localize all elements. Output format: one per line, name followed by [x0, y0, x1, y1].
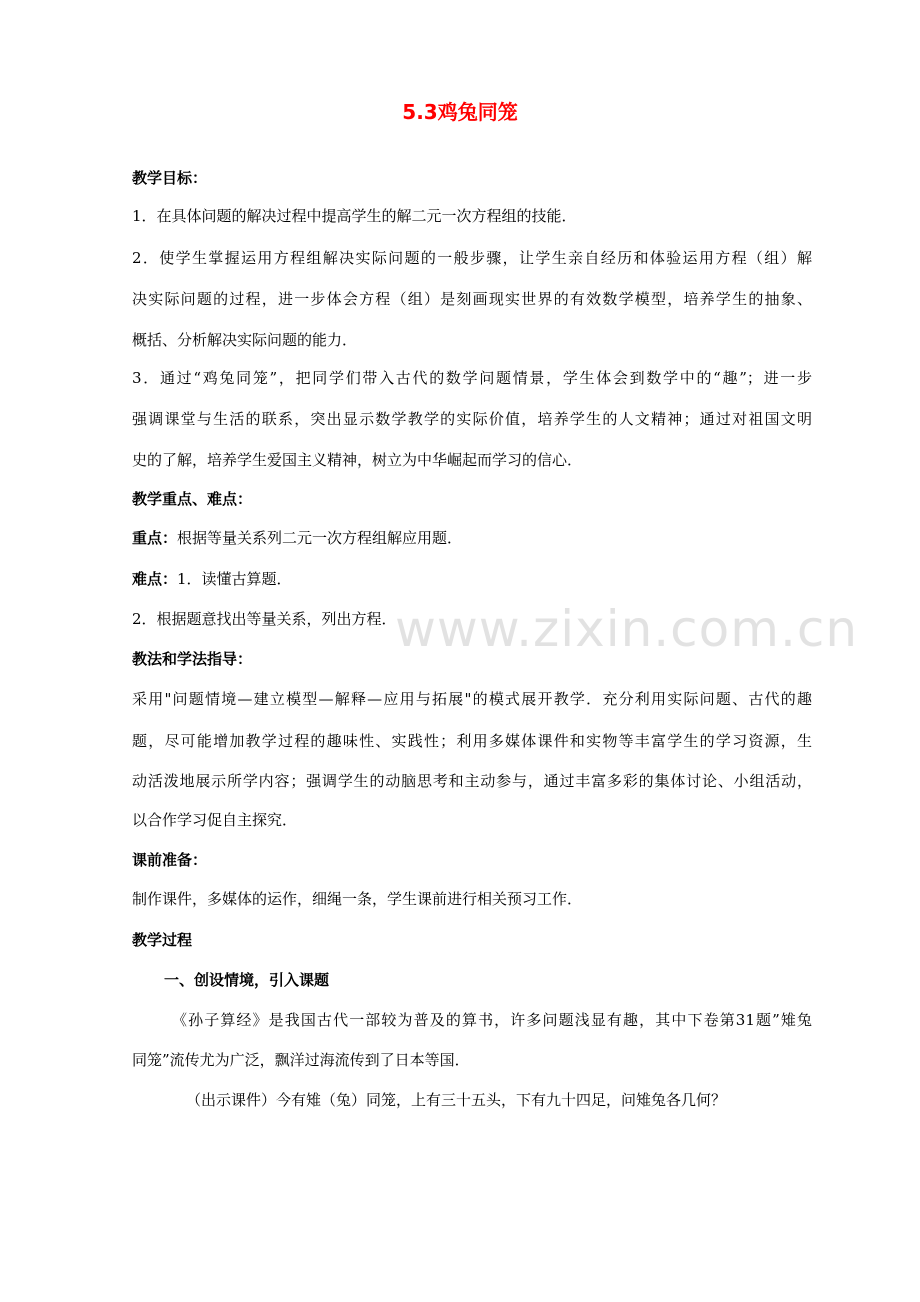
- methods-heading: 教法和学法指导：: [132, 650, 253, 668]
- goals-item-3-line-2: 强调课堂与生活的联系，突出显示数学教学的实际价值，培养学生的人文精神；通过对祖国文明: [132, 410, 812, 428]
- prep-text: 制作课件，多媒体的运作，细绳一条，学生课前进行相关预习工作．: [132, 890, 583, 908]
- difficulty-item-2: 2．根据题意找出等量关系，列出方程．: [132, 610, 397, 628]
- goals-item-3-line-3: 史的了解，培养学生爱国主义精神，树立为中华崛起而学习的信心．: [132, 451, 583, 469]
- goals-item-2-line-1: 2．使学生掌握运用方程组解决实际问题的一般步骤，让学生亲自经历和体验运用方程（组）解: [132, 249, 812, 267]
- difficulty-line: [132, 569, 812, 589]
- goals-item-1: 1．在具体问题的解决过程中提高学生的解二元一次方程组的技能．: [132, 207, 577, 225]
- goals-item-3-line-1: 3．通过“鸡兔同笼”，把同学们带入古代的数学问题情景，学生体会到数学中的“趣”；进一步: [132, 369, 812, 387]
- methods-line-3: 动活泼地展示所学内容；强调学生的动脑思考和主动参与，通过丰富多彩的集体讨论、小组活动，: [132, 772, 812, 790]
- methods-line-1: 采用"问题情境—建立模型—解释—应用与拓展"的模式展开教学．充分利用实际问题、古代的趣: [132, 690, 812, 708]
- focus-text: 根据等量关系列二元一次方程组解应用题．: [177, 529, 463, 547]
- process-heading: 教学过程: [132, 931, 193, 949]
- focus-label: 重点：: [132, 529, 178, 547]
- goals-item-2-line-3: 概括、分析解决实际问题的能力．: [132, 331, 358, 349]
- keypoints-heading: 教学重点、难点：: [132, 490, 253, 508]
- difficulty-text: 1．读懂古算题．: [177, 570, 292, 588]
- process-para-1-line-1: 《孙子算经》是我国古代一部较为普及的算书，许多问题浅显有趣，其中下卷第31题”雉兔: [172, 1011, 812, 1029]
- methods-line-4: 以合作学习促自主探究．: [132, 811, 298, 829]
- process-para-2: （出示课件）今有雉（兔）同笼，上有三十五头，下有九十四足，问雉兔各几何？: [186, 1091, 727, 1109]
- focus-line: [132, 528, 812, 548]
- goals-item-2-line-2: 决实际问题的过程，进一步体会方程（组）是刻画现实世界的有效数学模型，培养学生的抽象、: [132, 290, 812, 308]
- process-para-1-line-2: 同笼”流传尤为广泛，飘洋过海流传到了日本等国．: [132, 1051, 470, 1069]
- methods-line-2: 题，尽可能增加教学过程的趣味性、实践性；利用多媒体课件和实物等丰富学生的学习资源，生: [132, 732, 812, 750]
- document-title: 5.3鸡兔同笼: [402, 100, 518, 124]
- difficulty-label: 难点：: [132, 570, 178, 588]
- section-1-heading: 一、创设情境，引入课题: [164, 971, 330, 989]
- goals-heading: 教学目标：: [132, 169, 208, 187]
- watermark: www.zixin.com.cn: [395, 600, 859, 658]
- prep-heading: 课前准备：: [132, 851, 208, 869]
